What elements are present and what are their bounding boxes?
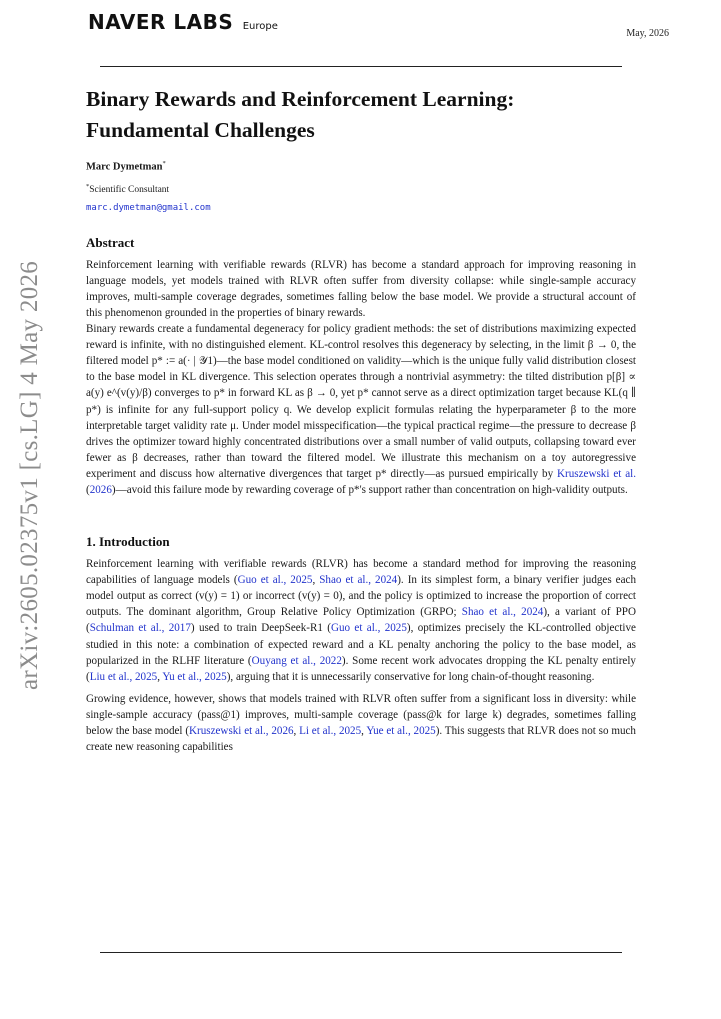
intro-paragraph-2: Growing evidence, however, shows that models trained with RLVR often suffer from a significant loss in diversity: while single-sample accuracy (pass@1) improves, multi-sample coverage (pass@k for large k) degrades, sometimes falling below the base model (Kruszewski et al., 2026, Li et al., 2025, Yue et al., 2025). This suggests that RLVR does not so much create new reasoning capabilities (86, 692, 636, 754)
citation-link[interactable]: Li et al., 2025 (299, 725, 362, 737)
citation-link[interactable]: Kruszewski et al. (557, 467, 636, 480)
citation-link[interactable]: Guo et al., 2025 (330, 622, 407, 635)
intro-text: ) used to train DeepSeek-R1 ( (190, 622, 331, 635)
footer-rule (100, 952, 622, 953)
abstract-p2-text: Binary rewards create a fundamental degeneracy for policy gradient methods: the set of distributions maximizing expected reward is infinite, with no distinguished element. KL-control resolves this degeneracy by selecting, in the limit β → 0, the filtered model p* := a(· | 𝒴1)—the base model conditioned on validity—which is the unique fully valid distribution closest to the base model in KL divergence. This selection operates through a nontrivial asymmetry: the tilted distribution p[β] ∝ a(y) e^(v(y)/β) converges to p* in forward KL as β → 0, yet p* cannot serve as a direct optimization target because KL(q ∥ p*) is infinite for any full-support policy q. We develop explicit formulas relating the hyperparameter β to the more interpretable target validity rate μ. Under model misspecification—the typical practical regime—the pressure to decrease β drives the optimizer toward highly concentrated distributions over a small number of valid outputs, collapsing toward ever fewer as β decreases, rather than toward the filtered model. We illustrate this mechanism on a toy autoregressive experiment and discuss how alternative divergences that target p* directly—as pursued empirically by (86, 323, 636, 480)
intro-text: Growing evidence, however, shows that models trained with RLVR often suffer from a significant loss in diversity: while single-sample accuracy (pass@1) improves, multi-sample coverage (pass@k for large k) degrades, sometimes falling below the base model ( (86, 692, 636, 737)
citation-link[interactable]: Yue et al., 2025 (366, 725, 436, 737)
citation-year-link[interactable]: 2026 (89, 483, 112, 496)
header-date: May, 2026 (626, 28, 669, 39)
header-rule (100, 66, 622, 67)
intro-text: Reinforcement learning with verifiable rewards (RLVR) has become a standard method for improving the reasoning capabilities of language models ( (86, 558, 636, 587)
affiliation-mark: * (86, 182, 90, 190)
affiliation (86, 183, 636, 195)
abstract-heading: Abstract (86, 234, 135, 250)
title-line-1: Binary Rewards and Reinforcement Learning: (86, 87, 515, 111)
paper-title (86, 84, 636, 146)
intro-text: ). Some recent work advocates dropping the KL penalty entirely ( (86, 654, 636, 683)
intro-text: ), arguing that it is unnecessarily conservative for long chain-of-thought reasoning. (226, 670, 595, 683)
abstract-paragraph-1: Reinforcement learning with verifiable rewards (RLVR) has become a standard approach for improving reasoning in language models, yet models trained with RLVR often suffer from diversity collapse: while single-sample accuracy improves, multi-sample coverage degrades, sometimes falling below the base model. We provide a structural account of this phenomenon grounded in the properties of binary rewards. (86, 258, 636, 319)
author-mark: * (162, 160, 166, 167)
citation-link[interactable]: Yu et al., 2025 (162, 670, 227, 683)
intro-text: ), optimizes precisely the KL-controlled objective studied in this note: a combination of expected reward and a KL penalty anchoring the policy to the base model, as popularized in the RLHF literature ( (86, 622, 636, 667)
citation-link[interactable]: Ouyang et al., 2022 (251, 654, 342, 667)
naver-labs-logo (88, 10, 278, 34)
citation-link[interactable]: Liu et al., 2025 (89, 670, 158, 683)
intro-text: ). In its simplest form, a binary verifier judges each model output as correct (v(y) = 1) or incorrect (v(y) = 0), and the policy is optimized to increase the proportion of correct outputs. The dominant algorithm, Group Relative Policy Optimization (GRPO; (86, 574, 636, 619)
intro-paragraph-1: Reinforcement learning with verifiable rewards (RLVR) has become a standard method for improving the reasoning capabilities of language models (Guo et al., 2025, Shao et al., 2024). In its simplest form, a binary verifier judges each model output as correct (v(y) = 1) or incorrect (v(y) = 0), and the policy is optimized to increase the proportion of correct outputs. The dominant algorithm, Group Relative Policy Optimization (GRPO; Shao et al., 2024), a variant of PPO (Schulman et al., 2017) used to train DeepSeek-R1 (Guo et al., 2025), optimizes precisely the KL-controlled objective studied in this note: a combination of expected reward and a KL penalty anchoring the policy to the base model, as popularized in the RLHF literature (Ouyang et al., 2022). Some recent work advocates dropping the KL penalty entirely (Liu et al., 2025, Yu et al., 2025), arguing that it is unnecessarily conservative for long chain-of-thought reasoning. (86, 558, 636, 683)
paper-body (86, 84, 636, 761)
citation-link[interactable]: Guo et al., 2025 (237, 574, 313, 587)
citation-link[interactable]: Kruszewski et al., 2026 (189, 725, 294, 737)
intro-text: ). This suggests that RLVR does not so much create new reasoning capabilities (86, 725, 636, 754)
author-email[interactable]: marc.dymetman@gmail.com (86, 202, 211, 213)
author-name: Marc Dymetman (86, 161, 163, 173)
citation-link[interactable]: Shao et al., 2024 (319, 574, 398, 587)
intro-heading: 1. Introduction (86, 534, 170, 550)
title-line-2: Fundamental Challenges (86, 118, 315, 142)
logo-subtext: Europe (242, 21, 278, 32)
citation-link[interactable]: Shao et al., 2024 (461, 606, 544, 619)
logo-text: NAVER LABS (88, 10, 234, 34)
author (86, 160, 636, 173)
arxiv-identifier: arXiv:2605.02375v1 [cs.LG] 4 May 2026 (16, 260, 43, 690)
abstract-p2-end: —avoid this failure mode by rewarding coverage of p*'s support rather than concentration on high-validity outputs. (115, 483, 628, 496)
affiliation-text: Scientific Consultant (89, 184, 170, 195)
abstract-paragraph-2: Binary rewards create a fundamental degeneracy for policy gradient methods: the set of distributions maximizing expected reward is infinite, with no distinguished element. KL-control resolves this degeneracy by selecting, in the limit β → 0, the filtered model p* := a(· | 𝒴1)—the base model conditioned on validity—which is the unique fully valid distribution closest to the base model in KL divergence. This selection operates through a nontrivial asymmetry: the tilted distribution p[β] ∝ a(y) e^(v(y)/β) converges to p* in forward KL as β → 0, yet p* cannot serve as a direct optimization target because KL(q ∥ p*) is infinite for any full-support policy q. We develop explicit formulas relating the hyperparameter β to the more interpretable target validity rate μ. Under model misspecification—the typical practical regime—the pressure to decrease β drives the optimizer toward highly concentrated distributions over a small number of valid outputs, collapsing toward ever fewer as β decreases, rather than toward the filtered model. We illustrate this mechanism on a toy autoregressive experiment and discuss how alternative divergences that target p* directly—as pursued empirically by Kruszewski et al. (2026)—avoid this failure mode by rewarding coverage of p*'s support rather than concentration on high-validity outputs. (86, 323, 636, 496)
citation-link[interactable]: Schulman et al., 2017 (89, 622, 191, 635)
intro-text: ), a variant of PPO ( (86, 606, 636, 635)
